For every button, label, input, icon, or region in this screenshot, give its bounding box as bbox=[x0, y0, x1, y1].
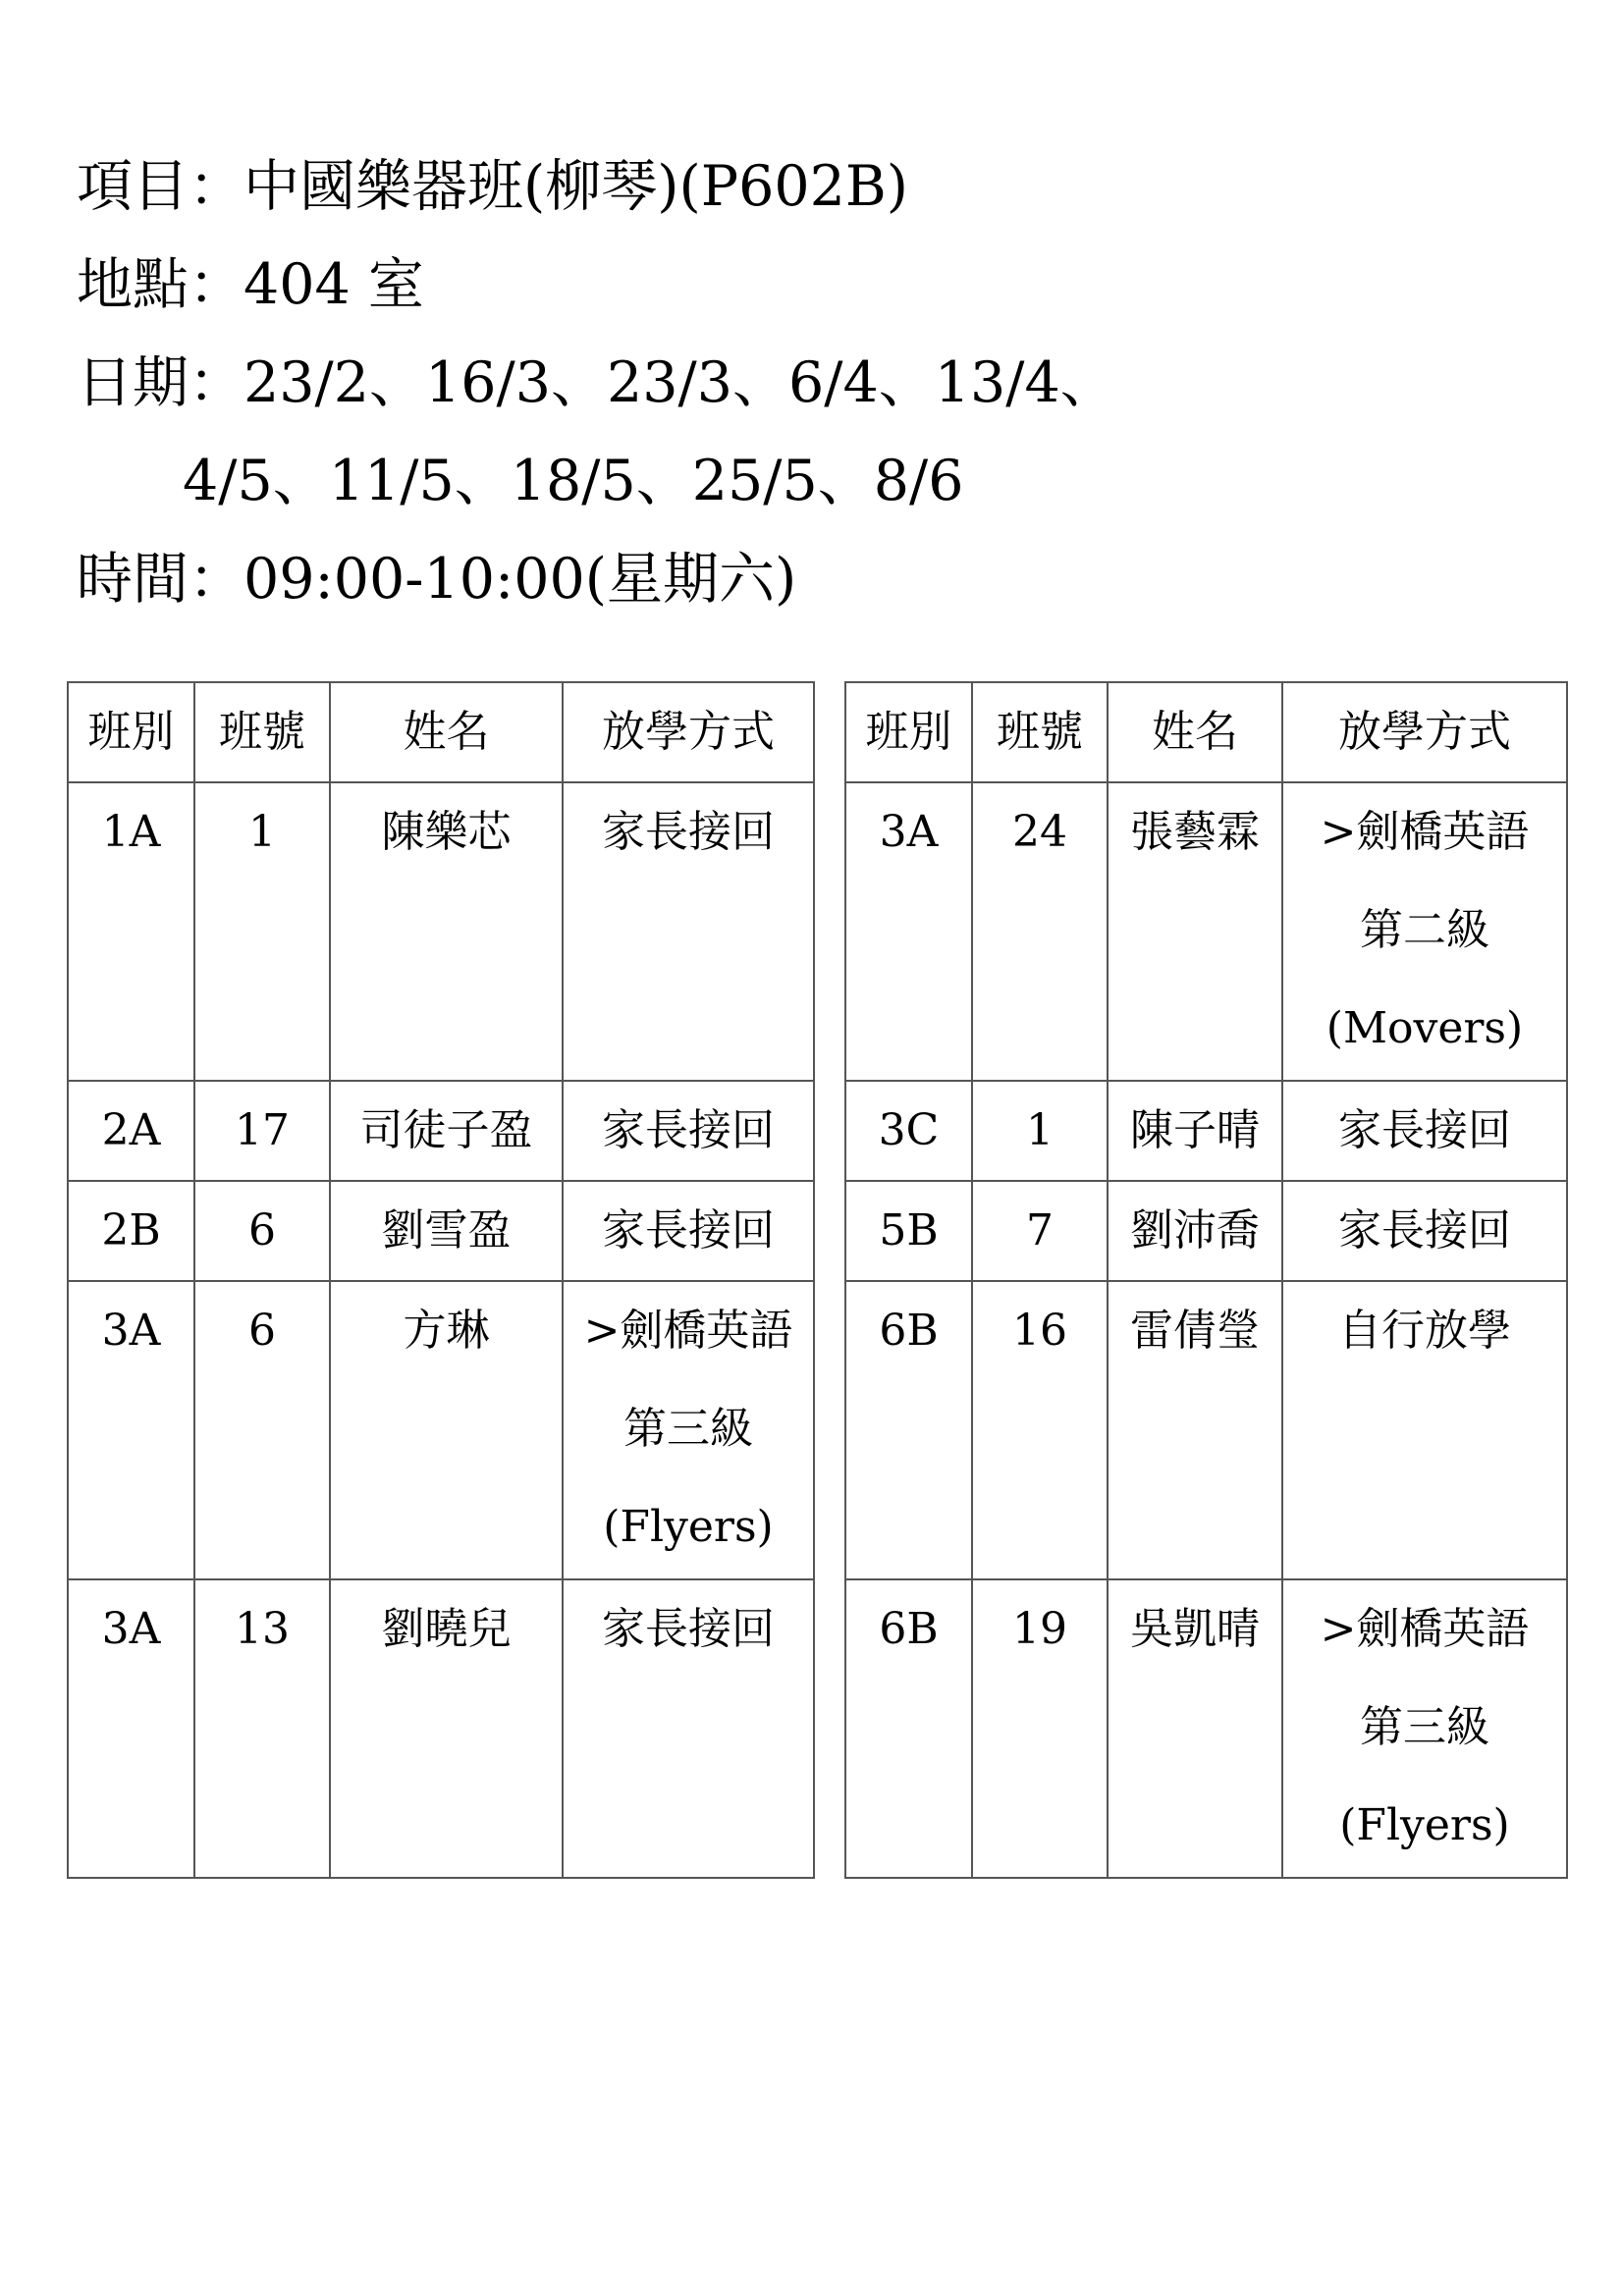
dismissal-line: 家長接回 bbox=[602, 1604, 775, 1654]
name-cell: 陳子晴 bbox=[1108, 1081, 1282, 1181]
header-dismissal: 放學方式 bbox=[563, 682, 814, 782]
name-cell: 司徒子盈 bbox=[330, 1081, 563, 1181]
name-cell: 劉曉兒 bbox=[330, 1579, 563, 1878]
number-cell: 16 bbox=[972, 1281, 1108, 1579]
class-cell: 3A bbox=[68, 1281, 194, 1579]
table-row bbox=[68, 782, 814, 1081]
table-row bbox=[845, 1281, 1567, 1579]
table-row bbox=[68, 1579, 814, 1878]
dismissal-cell bbox=[1282, 1281, 1567, 1579]
project-line bbox=[77, 137, 1116, 236]
time-value: 09:00-10:00(星期六) bbox=[243, 547, 797, 612]
number-cell: 1 bbox=[194, 782, 330, 1081]
dismissal-line: 家長接回 bbox=[602, 1205, 775, 1255]
header-name: 姓名 bbox=[330, 682, 563, 782]
dismissal-cell bbox=[1282, 1181, 1567, 1281]
header-class: 班別 bbox=[68, 682, 194, 782]
dismissal-line: 家長接回 bbox=[602, 1105, 775, 1155]
number-cell: 19 bbox=[972, 1579, 1108, 1878]
date-label: 日期： bbox=[77, 350, 244, 415]
dismissal-line: (Flyers) bbox=[1339, 1800, 1510, 1850]
number-cell: 6 bbox=[194, 1181, 330, 1281]
number-cell: 13 bbox=[194, 1579, 330, 1878]
header-number: 班號 bbox=[972, 682, 1108, 782]
number-cell: 7 bbox=[972, 1181, 1108, 1281]
location-label: 地點： bbox=[77, 252, 244, 317]
header-row bbox=[68, 682, 814, 782]
table-row bbox=[68, 1181, 814, 1281]
class-cell: 3A bbox=[68, 1579, 194, 1878]
class-cell: 2B bbox=[68, 1181, 194, 1281]
dismissal-line: >劍橋英語 bbox=[1320, 1604, 1530, 1654]
name-cell: 吳凱晴 bbox=[1108, 1579, 1282, 1878]
class-cell: 3A bbox=[845, 782, 972, 1081]
header-class: 班別 bbox=[845, 682, 972, 782]
dismissal-line: 第二級 bbox=[1360, 905, 1489, 955]
project-value: 中國樂器班(柳琴)(P602B) bbox=[243, 154, 908, 219]
dismissal-line: 第三級 bbox=[1360, 1702, 1489, 1752]
table-row bbox=[845, 1081, 1567, 1181]
dismissal-line: 家長接回 bbox=[602, 807, 775, 857]
dismissal-cell bbox=[563, 1081, 814, 1181]
class-cell: 5B bbox=[845, 1181, 972, 1281]
class-cell: 6B bbox=[845, 1281, 972, 1579]
class-cell: 2A bbox=[68, 1081, 194, 1181]
dismissal-cell bbox=[1282, 1081, 1567, 1181]
class-cell: 1A bbox=[68, 782, 194, 1081]
class-cell: 6B bbox=[845, 1579, 972, 1878]
date-line bbox=[77, 334, 1116, 432]
roster-table-right bbox=[844, 681, 1568, 1879]
number-cell: 24 bbox=[972, 782, 1108, 1081]
class-cell: 3C bbox=[845, 1081, 972, 1181]
dismissal-line: (Flyers) bbox=[603, 1502, 774, 1552]
header-row bbox=[845, 682, 1567, 782]
location-line bbox=[77, 236, 1116, 334]
dismissal-cell bbox=[1282, 1579, 1567, 1878]
table-row bbox=[68, 1281, 814, 1579]
dismissal-cell bbox=[563, 1281, 814, 1579]
location-value: 404 室 bbox=[243, 252, 424, 317]
dismissal-line: 自行放學 bbox=[1338, 1306, 1511, 1356]
project-label: 項目： bbox=[77, 154, 244, 219]
dismissal-cell bbox=[563, 1181, 814, 1281]
dismissal-line: >劍橋英語 bbox=[583, 1306, 793, 1356]
dismissal-line: 第三級 bbox=[623, 1404, 753, 1454]
table-row bbox=[68, 1081, 814, 1181]
table-row bbox=[845, 782, 1567, 1081]
name-cell: 陳樂芯 bbox=[330, 782, 563, 1081]
header-name: 姓名 bbox=[1108, 682, 1282, 782]
name-cell: 方琳 bbox=[330, 1281, 563, 1579]
header-number: 班號 bbox=[194, 682, 330, 782]
name-cell: 雷倩瑩 bbox=[1108, 1281, 1282, 1579]
header-dismissal: 放學方式 bbox=[1282, 682, 1567, 782]
dismissal-cell bbox=[563, 1579, 814, 1878]
date-value-line2: 4/5、11/5、18/5、25/5、8/6 bbox=[183, 449, 964, 513]
dismissal-line: >劍橋英語 bbox=[1320, 807, 1530, 857]
table-row bbox=[845, 1181, 1567, 1281]
time-label: 時間： bbox=[77, 547, 244, 612]
name-cell: 張藝霖 bbox=[1108, 782, 1282, 1081]
dismissal-cell bbox=[1282, 782, 1567, 1081]
roster-table-left bbox=[67, 681, 815, 1879]
class-info bbox=[77, 137, 1116, 628]
time-line bbox=[77, 530, 1116, 628]
table-row bbox=[845, 1579, 1567, 1878]
name-cell: 劉沛喬 bbox=[1108, 1181, 1282, 1281]
dismissal-cell bbox=[563, 782, 814, 1081]
dismissal-line: 家長接回 bbox=[1338, 1105, 1511, 1155]
number-cell: 1 bbox=[972, 1081, 1108, 1181]
number-cell: 6 bbox=[194, 1281, 330, 1579]
number-cell: 17 bbox=[194, 1081, 330, 1181]
dismissal-line: (Movers) bbox=[1325, 1003, 1524, 1053]
name-cell: 劉雪盈 bbox=[330, 1181, 563, 1281]
dismissal-line: 家長接回 bbox=[1338, 1205, 1511, 1255]
date-value-line1: 23/2、16/3、23/3、6/4、13/4、 bbox=[243, 350, 1116, 415]
